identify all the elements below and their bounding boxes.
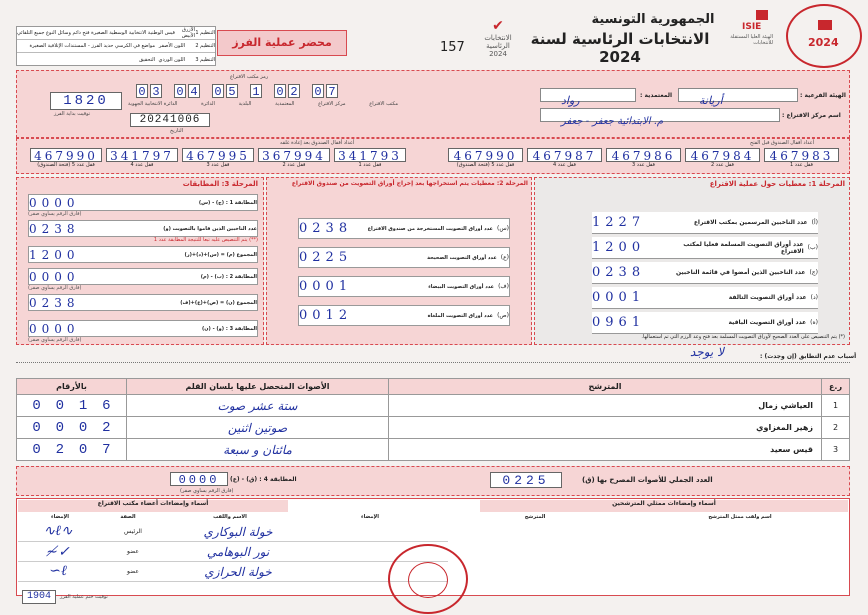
mismatch-line <box>16 362 850 363</box>
seal-value: 467995 <box>182 148 254 162</box>
signature-scribble-icon: ∿ℓ∿ <box>43 523 73 539</box>
seal-label: قفل عدد 4 <box>553 162 576 168</box>
seal-before-3 <box>606 148 681 168</box>
instruction-label: التنظيم 2 <box>195 43 215 49</box>
row-value: 0001 <box>299 279 353 294</box>
candidate-words: مائتان و سبعة <box>127 439 389 461</box>
stage3-row <box>28 320 258 337</box>
stage3-row <box>28 246 258 263</box>
members-col-role: الصفة <box>120 514 136 520</box>
candidates-header <box>17 379 850 395</box>
stage2-row <box>298 276 510 297</box>
delegation-field <box>540 88 636 107</box>
candidate-name: قيس سعيد <box>389 439 822 461</box>
stage1-title: المرحلة 1: معطيات حول عملية الاقتراع <box>709 180 845 188</box>
stage2-row <box>298 247 510 268</box>
isie-text: الهيئة العليا المستقلة للانتخابات <box>730 34 773 46</box>
mismatch-label: أسباب عدم التطابق (إن وجدت) : <box>760 353 857 360</box>
row-key: (ص) <box>497 312 509 319</box>
seal-value: 467990 <box>30 148 102 162</box>
candidate-words: ستة عشر صوت <box>127 395 389 417</box>
form-title: محضر عملية الفرز <box>217 30 347 56</box>
row-label: عدد أوراق التصويت التالفة <box>728 294 807 301</box>
seal-after-3 <box>182 148 254 168</box>
candidates-table <box>16 378 850 461</box>
candidate-row <box>17 395 850 417</box>
seal-value: 467986 <box>606 148 681 162</box>
signature-scribble-icon: ∽ℓ <box>49 563 67 579</box>
row-value: 0238 <box>299 221 353 236</box>
row-key: (ب) <box>807 244 818 251</box>
spacer <box>164 84 172 98</box>
row-value: 0961 <box>592 315 646 330</box>
row-label: المجموع (ن) = (ص)+(ع)+(ف) <box>180 299 257 306</box>
seal-value: 467984 <box>685 148 760 162</box>
candidate-name: زهير المغزاوي <box>389 417 822 439</box>
instruction-text: مواضع في الكرسي حديد الفرز - المستندات الإتلافية الصغيرة <box>29 43 155 49</box>
date-label: التاريخ <box>170 128 183 134</box>
date-field: 20241006 <box>130 113 210 127</box>
seal-after-5 <box>30 148 102 168</box>
digit: 0 <box>55 419 65 436</box>
row-label: عدد الناخبين الذين قاموا بالتصويت (و) <box>163 225 257 232</box>
seal-label: قفل عدد 1 <box>358 162 382 168</box>
code-digit: 7 <box>326 84 338 98</box>
members-col-name: الاسم واللقب <box>213 514 247 520</box>
seal-label: قفل عدد 4 <box>130 162 154 168</box>
end-time-label: توقيت ختم عملية الفرز <box>60 594 108 600</box>
instruction-value: اللون الوردي <box>158 56 185 63</box>
seal-after-2 <box>258 148 330 168</box>
code-digit: 1 <box>250 84 262 98</box>
code-part: البلدية <box>238 101 252 107</box>
instruction-value: اللون الأصفر <box>158 43 185 49</box>
stage3-row <box>28 194 258 211</box>
signature-scribble-icon: ≁✓ <box>46 543 70 560</box>
code-digit: 0 <box>274 84 286 98</box>
instruction-text: قيس الوطنية الانتخابية الوسطية الصغيرة فتح دائم وسائل النوع جميع التلقائي <box>17 30 175 36</box>
row-key: (ه) <box>810 319 818 326</box>
row-label: عدد أوراق التصويت المسلمة فعليا لمكتب الاقتراع <box>683 240 804 255</box>
digit: 2 <box>55 441 65 458</box>
member-name: خولة الحرازي <box>204 564 272 579</box>
candidate-digits <box>17 439 127 461</box>
seal-label: قفل عدد 2 <box>711 162 734 168</box>
member-row <box>18 562 448 582</box>
digit: 7 <box>102 441 111 458</box>
start-time-label: توقيت بداية الفرز <box>54 111 91 117</box>
code-part: مكتب الاقتراع <box>369 101 398 107</box>
instruction-row <box>17 27 215 40</box>
col-words-header: الأصوات المتحصل عليها بلسان القلم <box>127 379 389 395</box>
delegation-value: رواد <box>561 94 580 107</box>
members-col-sign: الإمضاء <box>51 514 69 520</box>
center-value: م. الابتدائية جعفر - جعفر <box>561 116 664 127</box>
spacer <box>202 84 210 98</box>
row-value: 1227 <box>592 215 646 230</box>
row-value: 0238 <box>29 295 80 310</box>
row-value: 0000 <box>29 269 80 284</box>
code-digit: 2 <box>288 84 300 98</box>
spacer <box>264 84 272 98</box>
seal-before-1 <box>764 148 839 168</box>
stage3-row <box>28 220 258 237</box>
digit: 0 <box>32 441 41 458</box>
members-rows <box>18 522 448 582</box>
stage2-row <box>298 305 510 326</box>
row-label: المطابقة 3 : (و) - (ن) <box>202 325 257 332</box>
digit: 0 <box>55 397 65 414</box>
seal-label: قفل عدد 2 <box>282 162 306 168</box>
row-value: 1200 <box>592 240 646 255</box>
row-key: (أ) <box>811 219 818 226</box>
seal-value: 467990 <box>448 148 523 162</box>
candidate-row <box>17 439 850 461</box>
candidate-digits <box>17 417 127 439</box>
row-key: (ع) <box>500 254 509 261</box>
member-row <box>18 542 448 562</box>
instruction-row <box>17 53 215 66</box>
stage3-row <box>28 294 258 311</box>
seal-year: 2024 <box>808 36 839 49</box>
candidate-digits <box>17 395 127 417</box>
office-code-parts <box>128 101 398 107</box>
totals-section <box>16 466 850 496</box>
match4-label: المطابقة 4 : (ق) - (ع) <box>230 476 297 483</box>
code-part: الدائرة الانتخابية الجهوية <box>128 101 178 107</box>
instruction-row <box>17 40 215 53</box>
member-role: عضو <box>127 548 139 555</box>
candidate-num: 1 <box>822 395 850 417</box>
candidate-num: 2 <box>822 417 850 439</box>
reps-col-sign: الإمضاء <box>361 514 379 520</box>
seal-label: قفل عدد 3 <box>632 162 655 168</box>
stage2-row <box>298 218 510 239</box>
total-field: 0225 <box>490 472 562 488</box>
region-field <box>678 88 798 107</box>
instruction-value: الأزرق الأبيض <box>181 27 195 39</box>
elections-title: الانتخابات الرئاسية لسنة 2024 <box>530 30 710 66</box>
member-role: عضو <box>127 568 139 575</box>
row-label: المطابقة 2 : (ب) - (م) <box>200 273 257 280</box>
row-note: (فارق الرقم يساوي صفر) <box>28 285 82 291</box>
row-value: 0000 <box>29 195 80 210</box>
col-num-header: ر.ع <box>822 379 850 395</box>
instructions-box <box>16 26 216 66</box>
official-seal-bottom <box>388 544 468 614</box>
row-label: المطابقة 1 : (ج) - (س) <box>198 199 257 206</box>
end-time-field: 1904 <box>22 590 56 604</box>
digit: 0 <box>78 441 88 458</box>
center-field <box>540 108 780 127</box>
seal-value: 467983 <box>764 148 839 162</box>
instruction-label: التنظيم 1 <box>195 30 215 36</box>
spacer <box>302 84 310 98</box>
digit: 1 <box>78 397 88 414</box>
row-value: 1200 <box>29 247 80 262</box>
members-title: أسماء وإمضاءات أعضاء مكتب الاقتراع <box>18 500 288 512</box>
row-label: عدد الناخبين الذين أمضوا في قائمة الناخبين <box>675 269 806 276</box>
instruction-label: التنظيم 3 <box>195 56 215 63</box>
col-name-header: المترشح <box>389 379 822 395</box>
logo-mark-icon: ✔ <box>492 18 504 34</box>
stage1-row <box>592 237 818 259</box>
match4-field: 0000 <box>170 472 228 486</box>
stage1-note: (*) يتم التنصيص على العدد الصحيح لأوراق التصويت المسلمة بعد فتح وعد الرزم التي تم استعمالها. <box>641 334 845 340</box>
digit: 0 <box>32 397 41 414</box>
stage2-rows <box>298 218 510 326</box>
logo-text: الانتخابات الرئاسية 2024 <box>484 34 512 58</box>
seal-label: قفل عدد 5 (فتحة الصندوق) <box>456 162 515 168</box>
row-value: 0001 <box>592 290 646 305</box>
seal-before-2 <box>685 148 760 168</box>
row-note: (فارق الرقم يساوي صفر) <box>28 337 82 343</box>
digit: 0 <box>32 419 41 436</box>
row-label: عدد أوراق التصويت الصحيحة <box>427 254 497 261</box>
row-value: 0000 <box>29 321 80 336</box>
spacer <box>240 84 248 98</box>
code-part: الدائرة <box>201 101 215 107</box>
code-part: المعتمدية <box>275 101 295 107</box>
row-label: عدد أوراق التصويت الملغاة <box>427 312 494 319</box>
seal-inner-ring <box>408 562 448 598</box>
seal-label: قفل عدد 1 <box>790 162 813 168</box>
delegation-label: المعتمدية : <box>640 92 673 99</box>
document-number: 157 <box>440 40 465 55</box>
row-key: (د) <box>810 294 818 301</box>
row-value: 0012 <box>299 308 353 323</box>
seal-before-5 <box>448 148 523 168</box>
code-digit: 5 <box>226 84 238 98</box>
candidate-num: 3 <box>822 439 850 461</box>
stage1-row <box>592 287 818 309</box>
member-row <box>18 522 448 542</box>
digit: 6 <box>102 397 111 414</box>
row-note: (فارق الرقم يساوي صفر) <box>28 211 82 217</box>
tunisia-flag-icon <box>756 10 768 20</box>
spacer <box>28 311 258 320</box>
reps-col-cand: المترشح <box>524 514 546 520</box>
instruction-text: التحقيق <box>139 56 155 63</box>
code-digit: 0 <box>174 84 186 98</box>
row-key: (ج) <box>809 269 818 276</box>
seal-value: 341797 <box>106 148 178 162</box>
stage1-row <box>592 212 818 234</box>
code-digit: 3 <box>150 84 162 98</box>
seal-value: 341793 <box>334 148 406 162</box>
candidate-row <box>17 417 850 439</box>
office-code-boxes <box>136 84 338 98</box>
reps-col-rep: اسم ولقب ممثل المترشح <box>708 514 772 520</box>
code-digit: 4 <box>188 84 200 98</box>
stage3-row <box>28 268 258 285</box>
republic-label: الجمهورية التونسية <box>591 12 715 27</box>
office-code-label: رمز مكتب الاقتراع <box>230 74 269 80</box>
region-value: أريانة <box>699 94 723 107</box>
code-digit: 0 <box>312 84 324 98</box>
col-digits-header: بالأرقام <box>17 379 127 395</box>
member-name: خولة البوكاري <box>203 524 273 539</box>
code-part: مركز الاقتراع <box>318 101 346 107</box>
stage1-rows <box>592 212 818 334</box>
total-label: العدد الجملي للأصوات المصرح بها (ق) <box>582 476 713 484</box>
seal-after-4 <box>106 148 178 168</box>
match4-note: (فارق الرقم يساوي صفر) <box>180 488 234 494</box>
flag-icon <box>818 20 832 30</box>
row-value: 0225 <box>299 250 353 265</box>
seals-after-label: أعداد أقفال الصندوق بعد إعادة غلقه <box>280 140 355 146</box>
seal-value: 367994 <box>258 148 330 162</box>
official-seal-top <box>786 4 862 68</box>
isie-logo: ISIE <box>742 22 762 32</box>
digit: 2 <box>102 419 111 436</box>
seals-before-row <box>448 148 839 168</box>
code-digit: 0 <box>212 84 224 98</box>
stage3-rows <box>28 194 258 346</box>
start-time-field: 1820 <box>50 92 122 110</box>
presidential-logo <box>480 18 516 58</box>
row-label: عدد أوراق التصويت البيضاء <box>428 283 495 290</box>
reps-title: أسماء وإمضاءات ممثلي المترشحين <box>480 500 848 512</box>
row-label: عدد أوراق التصويت الباقية <box>728 319 807 326</box>
row-key: (ف) <box>498 283 509 290</box>
stage1-row <box>592 312 818 334</box>
row-value: 0238 <box>592 265 646 280</box>
stage2-title: المرحلة 2: معطيات يتم استخراجها بعد إخراج أوراق التصويت من صندوق الاقتراع <box>291 180 528 187</box>
digit: 0 <box>78 419 88 436</box>
seals-before-label: أعداد أقفال الصندوق قبل الفتح <box>750 140 814 146</box>
seals-after-row <box>30 148 406 168</box>
member-name: نور البوهامي <box>206 544 270 559</box>
candidate-name: العياشي زمال <box>389 395 822 417</box>
row-label: المجموع (م) = (س)+(د)+(ر) <box>184 251 257 258</box>
center-label: اسم مركز الاقتراع : <box>782 112 841 119</box>
stage3-title: المرحلة 3: المطابقات <box>182 180 258 188</box>
row-note: (**) يتم التنصيص عليه تبعا للنتيجة المطابقة عدد 1 <box>153 237 258 243</box>
member-role: الرئيس <box>124 528 142 535</box>
stage1-row <box>592 262 818 284</box>
row-key: (س) <box>496 225 509 232</box>
seal-after-1 <box>334 148 406 168</box>
row-label: عدد الناخبين المرسمين بمكتب الاقتراع <box>693 219 808 226</box>
seal-value: 467987 <box>527 148 602 162</box>
code-digit: 0 <box>136 84 148 98</box>
mismatch-value: لا يوجد <box>690 345 724 359</box>
candidate-words: صوتين اثنين <box>127 417 389 439</box>
region-label: الهيئة الفرعية : <box>800 92 846 99</box>
row-label: عدد أوراق التصويت المستخرجة من صندوق الاقتراع <box>367 225 493 232</box>
seal-before-4 <box>527 148 602 168</box>
seal-label: قفل عدد 3 <box>206 162 230 168</box>
row-value: 0238 <box>29 221 80 236</box>
seal-label: قفل عدد 5 (فتحة الصندوق) <box>37 162 95 168</box>
